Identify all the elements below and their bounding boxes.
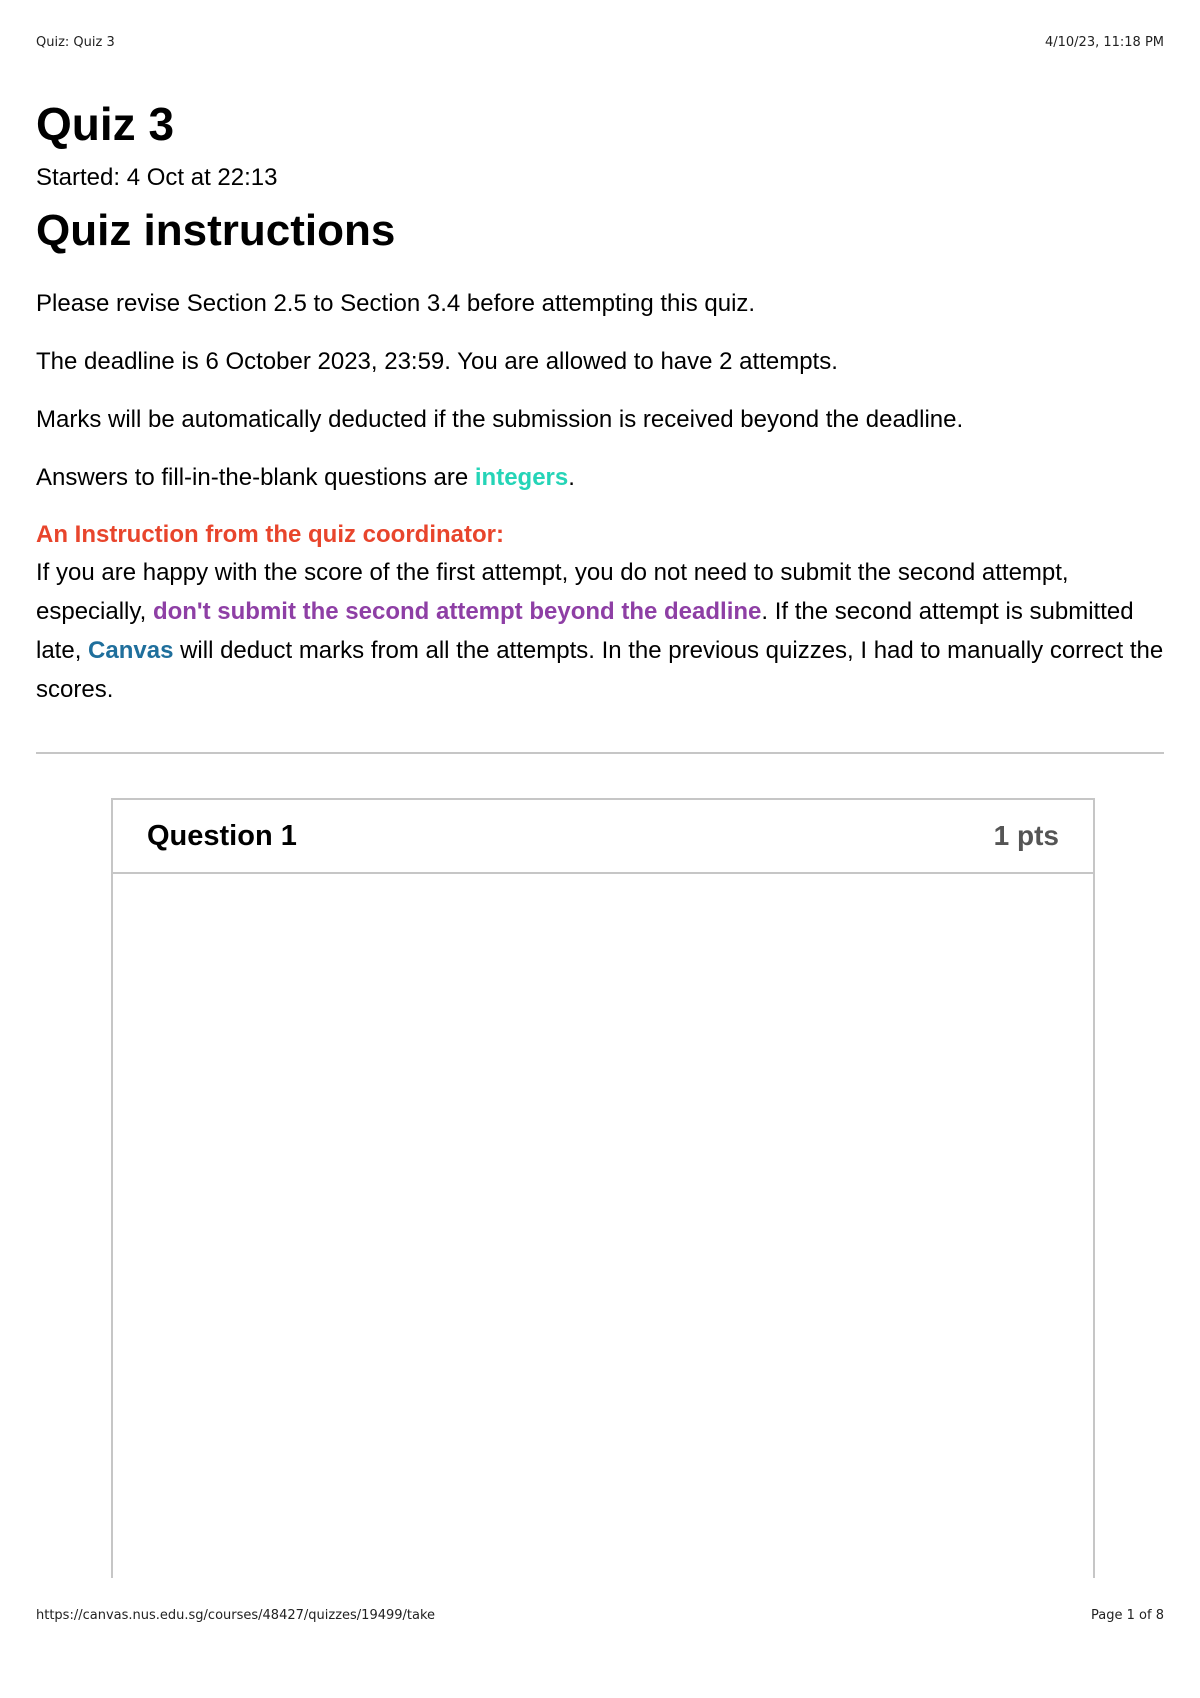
- answers-text: Answers to fill-in-the-blank questions are: [36, 464, 475, 491]
- instructions-heading: Quiz instructions: [36, 206, 396, 255]
- started-timestamp: Started: 4 Oct at 22:13: [36, 164, 278, 191]
- integers-highlight: integers: [474, 464, 569, 491]
- canvas-highlight: Canvas: [88, 637, 174, 664]
- quiz-content: [36, 95, 1164, 709]
- page-url: https://canvas.nus.edu.sg/courses/48427/quizzes/19499/take: [36, 1608, 436, 1623]
- coordinator-text-3: will deduct marks from all the attempts. In the previous quizzes, I had to manually correct the scores.: [36, 637, 1164, 703]
- instruction-deduction: Marks will be automatically deducted if the submission is received beyond the deadline.: [36, 406, 964, 433]
- page-number: Page 1 of 8: [1091, 1608, 1164, 1623]
- coordinator-text-1: If you are happy with the score of the first attempt, you do not need to submit the second attempt, especially,: [36, 559, 1069, 625]
- deadline-warning-highlight: don't submit the second attempt beyond the deadline: [152, 598, 762, 625]
- question-header: [113, 800, 1093, 874]
- question-title: Question 1: [147, 819, 297, 852]
- print-footer: [36, 1608, 1164, 1623]
- print-header: [36, 35, 1164, 50]
- answers-period: .: [568, 464, 575, 491]
- page-title: Quiz 3: [36, 98, 175, 150]
- instruction-revise: Please revise Section 2.5 to Section 3.4 before attempting this quiz.: [36, 290, 756, 317]
- instruction-answers: [36, 463, 1164, 493]
- section-divider: [36, 752, 1164, 754]
- instruction-deadline: The deadline is 6 October 2023, 23:59. You are allowed to have 2 attempts.: [36, 348, 838, 375]
- print-header-title: Quiz: Quiz 3: [36, 35, 115, 50]
- question-points: 1 pts: [993, 820, 1059, 851]
- print-header-datetime: 4/10/23, 11:18 PM: [1044, 35, 1164, 50]
- coordinator-text-2: . If the second attempt is submitted late,: [36, 598, 1134, 664]
- question-card: [111, 798, 1095, 1578]
- coordinator-instruction: [36, 553, 1164, 709]
- coordinator-heading: An Instruction from the quiz coordinator:: [36, 521, 504, 548]
